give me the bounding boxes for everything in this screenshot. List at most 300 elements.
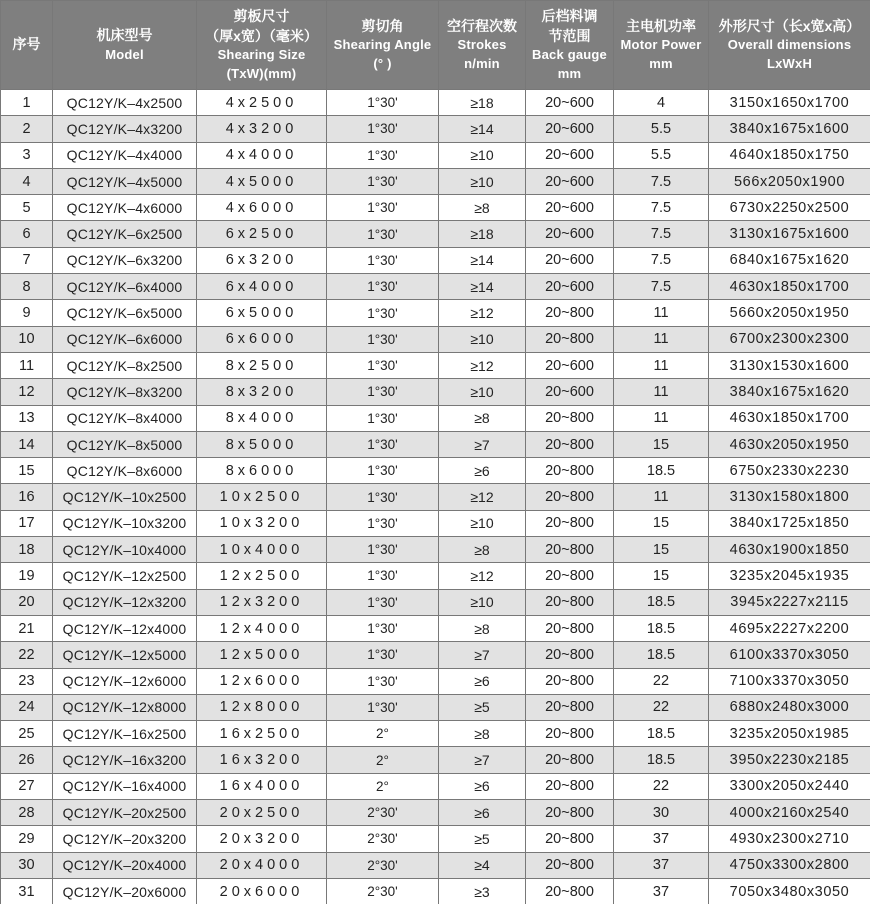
- table-row: [1, 247, 870, 273]
- back-gauge-cell: 20~600: [526, 116, 614, 142]
- motor-power-cell: 11: [614, 300, 709, 326]
- header-label: mm: [649, 55, 673, 71]
- size-cell: 6x4000: [197, 274, 327, 300]
- model-cell: QC12Y/K–10x4000: [53, 537, 197, 563]
- strokes-cell: ≥12: [439, 352, 526, 378]
- dimensions-cell: 3840x1725x1850: [709, 510, 870, 536]
- back-gauge-cell: 20~600: [526, 352, 614, 378]
- header-label: Overall dimensions: [727, 37, 852, 53]
- header-label: Back gauge: [532, 47, 607, 63]
- dimensions-cell: 7050x3480x3050: [709, 878, 870, 904]
- header-label: (TxW)(mm): [226, 65, 297, 81]
- table-row: [1, 142, 870, 168]
- strokes-cell: ≥8: [439, 721, 526, 747]
- table-row: [1, 221, 870, 247]
- strokes-cell: ≥18: [439, 90, 526, 116]
- model-cell: QC12Y/K–6x5000: [53, 300, 197, 326]
- size-cell: 4x6000: [197, 195, 327, 221]
- table-row: [1, 747, 870, 773]
- back-gauge-cell: 20~600: [526, 90, 614, 116]
- col-header-serial: [1, 1, 53, 90]
- size-cell: 12x5000: [197, 642, 327, 668]
- angle-cell: 2°30': [327, 800, 439, 826]
- no-cell: 5: [1, 195, 53, 221]
- size-cell: 4x4000: [197, 142, 327, 168]
- motor-power-cell: 18.5: [614, 721, 709, 747]
- no-cell: 6: [1, 221, 53, 247]
- motor-power-cell: 37: [614, 852, 709, 878]
- dimensions-cell: 3300x2050x2440: [709, 773, 870, 799]
- model-cell: QC12Y/K–12x5000: [53, 642, 197, 668]
- model-cell: QC12Y/K–8x3200: [53, 379, 197, 405]
- size-cell: 12x4000: [197, 615, 327, 641]
- strokes-cell: ≥10: [439, 589, 526, 615]
- dimensions-cell: 5660x2050x1950: [709, 300, 870, 326]
- angle-cell: 2°30': [327, 826, 439, 852]
- motor-power-cell: 7.5: [614, 195, 709, 221]
- angle-cell: 2°: [327, 773, 439, 799]
- motor-power-cell: 15: [614, 431, 709, 457]
- angle-cell: 1°30': [327, 668, 439, 694]
- angle-cell: 2°30': [327, 878, 439, 904]
- model-cell: QC12Y/K–20x3200: [53, 826, 197, 852]
- dimensions-cell: 4000x2160x2540: [709, 800, 870, 826]
- header-label: LxWxH: [766, 55, 813, 71]
- size-cell: 8x3200: [197, 379, 327, 405]
- dimensions-cell: 4930x2300x2710: [709, 826, 870, 852]
- motor-power-cell: 5.5: [614, 116, 709, 142]
- header-label: Shearing Angle: [333, 37, 432, 53]
- table-row: [1, 300, 870, 326]
- table-row: [1, 90, 870, 116]
- table-row: [1, 773, 870, 799]
- strokes-cell: ≥14: [439, 247, 526, 273]
- header-label: 剪切角: [361, 17, 404, 34]
- strokes-cell: ≥10: [439, 142, 526, 168]
- strokes-cell: ≥6: [439, 458, 526, 484]
- motor-power-cell: 30: [614, 800, 709, 826]
- strokes-cell: ≥5: [439, 826, 526, 852]
- strokes-cell: ≥12: [439, 484, 526, 510]
- model-cell: QC12Y/K–20x2500: [53, 800, 197, 826]
- back-gauge-cell: 20~800: [526, 800, 614, 826]
- size-cell: 20x3200: [197, 826, 327, 852]
- table-header: [1, 1, 870, 90]
- header-label: Shearing Size: [217, 47, 306, 63]
- table-row: [1, 458, 870, 484]
- no-cell: 1: [1, 90, 53, 116]
- header-label: 主电机功率: [626, 17, 696, 34]
- strokes-cell: ≥10: [439, 168, 526, 194]
- model-cell: QC12Y/K–8x6000: [53, 458, 197, 484]
- table-body: [1, 90, 870, 904]
- dimensions-cell: 3235x2050x1985: [709, 721, 870, 747]
- strokes-cell: ≥7: [439, 642, 526, 668]
- model-cell: QC12Y/K–6x4000: [53, 274, 197, 300]
- dimensions-cell: 4695x2227x2200: [709, 615, 870, 641]
- dimensions-cell: 4630x1900x1850: [709, 537, 870, 563]
- size-cell: 20x6000: [197, 878, 327, 904]
- dimensions-cell: 3130x1580x1800: [709, 484, 870, 510]
- back-gauge-cell: 20~800: [526, 747, 614, 773]
- model-cell: QC12Y/K–4x3200: [53, 116, 197, 142]
- dimensions-cell: 3950x2230x2185: [709, 747, 870, 773]
- angle-cell: 1°30': [327, 537, 439, 563]
- header-label: (° ): [373, 55, 392, 71]
- back-gauge-cell: 20~800: [526, 326, 614, 352]
- no-cell: 21: [1, 615, 53, 641]
- strokes-cell: ≥10: [439, 510, 526, 536]
- dimensions-cell: 6750x2330x2230: [709, 458, 870, 484]
- motor-power-cell: 15: [614, 537, 709, 563]
- no-cell: 14: [1, 431, 53, 457]
- table-row: [1, 484, 870, 510]
- dimensions-cell: 3840x1675x1600: [709, 116, 870, 142]
- strokes-cell: ≥8: [439, 405, 526, 431]
- model-cell: QC12Y/K–12x3200: [53, 589, 197, 615]
- motor-power-cell: 5.5: [614, 142, 709, 168]
- angle-cell: 1°30': [327, 221, 439, 247]
- back-gauge-cell: 20~800: [526, 878, 614, 904]
- motor-power-cell: 4: [614, 90, 709, 116]
- angle-cell: 2°30': [327, 852, 439, 878]
- size-cell: 4x5000: [197, 168, 327, 194]
- dimensions-cell: 4630x1850x1700: [709, 405, 870, 431]
- model-cell: QC12Y/K–16x4000: [53, 773, 197, 799]
- motor-power-cell: 18.5: [614, 615, 709, 641]
- dimensions-cell: 4630x1850x1700: [709, 274, 870, 300]
- angle-cell: 2°: [327, 747, 439, 773]
- col-header-back-gauge: [526, 1, 614, 90]
- no-cell: 22: [1, 642, 53, 668]
- back-gauge-cell: 20~800: [526, 510, 614, 536]
- table-row: [1, 274, 870, 300]
- motor-power-cell: 15: [614, 563, 709, 589]
- strokes-cell: ≥8: [439, 195, 526, 221]
- angle-cell: 1°30': [327, 247, 439, 273]
- motor-power-cell: 37: [614, 826, 709, 852]
- model-cell: QC12Y/K–6x6000: [53, 326, 197, 352]
- motor-power-cell: 18.5: [614, 589, 709, 615]
- dimensions-cell: 6880x2480x3000: [709, 694, 870, 720]
- angle-cell: 2°: [327, 721, 439, 747]
- back-gauge-cell: 20~800: [526, 431, 614, 457]
- angle-cell: 1°30': [327, 615, 439, 641]
- motor-power-cell: 7.5: [614, 168, 709, 194]
- no-cell: 2: [1, 116, 53, 142]
- size-cell: 8x6000: [197, 458, 327, 484]
- size-cell: 6x5000: [197, 300, 327, 326]
- back-gauge-cell: 20~800: [526, 484, 614, 510]
- table-row: [1, 168, 870, 194]
- back-gauge-cell: 20~800: [526, 721, 614, 747]
- no-cell: 9: [1, 300, 53, 326]
- size-cell: 10x4000: [197, 537, 327, 563]
- no-cell: 26: [1, 747, 53, 773]
- header-label: 序号: [12, 36, 41, 53]
- model-cell: QC12Y/K–12x6000: [53, 668, 197, 694]
- angle-cell: 1°30': [327, 195, 439, 221]
- motor-power-cell: 15: [614, 510, 709, 536]
- col-header-shearing-angle: [327, 1, 439, 90]
- table-row: [1, 589, 870, 615]
- no-cell: 20: [1, 589, 53, 615]
- no-cell: 16: [1, 484, 53, 510]
- no-cell: 24: [1, 694, 53, 720]
- table-row: [1, 878, 870, 904]
- strokes-cell: ≥18: [439, 221, 526, 247]
- angle-cell: 1°30': [327, 458, 439, 484]
- dimensions-cell: 6100x3370x3050: [709, 642, 870, 668]
- model-cell: QC12Y/K–16x2500: [53, 721, 197, 747]
- header-label: 剪板尺寸: [233, 7, 290, 24]
- angle-cell: 1°30': [327, 431, 439, 457]
- no-cell: 29: [1, 826, 53, 852]
- header-label: mm: [557, 65, 582, 81]
- no-cell: 18: [1, 537, 53, 563]
- size-cell: 12x2500: [197, 563, 327, 589]
- model-cell: QC12Y/K–16x3200: [53, 747, 197, 773]
- header-label: 空行程次数: [447, 17, 517, 34]
- angle-cell: 1°30': [327, 326, 439, 352]
- angle-cell: 1°30': [327, 589, 439, 615]
- table-row: [1, 826, 870, 852]
- strokes-cell: ≥6: [439, 773, 526, 799]
- model-cell: QC12Y/K–4x4000: [53, 142, 197, 168]
- dimensions-cell: 3150x1650x1700: [709, 90, 870, 116]
- size-cell: 8x5000: [197, 431, 327, 457]
- table-row: [1, 537, 870, 563]
- no-cell: 4: [1, 168, 53, 194]
- angle-cell: 1°30': [327, 642, 439, 668]
- header-label: n/min: [464, 55, 500, 71]
- no-cell: 17: [1, 510, 53, 536]
- size-cell: 10x2500: [197, 484, 327, 510]
- model-cell: QC12Y/K–10x2500: [53, 484, 197, 510]
- motor-power-cell: 11: [614, 484, 709, 510]
- strokes-cell: ≥8: [439, 537, 526, 563]
- no-cell: 3: [1, 142, 53, 168]
- dimensions-cell: 6840x1675x1620: [709, 247, 870, 273]
- strokes-cell: ≥7: [439, 747, 526, 773]
- strokes-cell: ≥12: [439, 300, 526, 326]
- model-cell: QC12Y/K–10x3200: [53, 510, 197, 536]
- dimensions-cell: 4640x1850x1750: [709, 142, 870, 168]
- header-label: Strokes: [457, 37, 507, 53]
- motor-power-cell: 11: [614, 379, 709, 405]
- col-header-dimensions: [709, 1, 870, 90]
- model-cell: QC12Y/K–6x2500: [53, 221, 197, 247]
- back-gauge-cell: 20~800: [526, 563, 614, 589]
- size-cell: 12x8000: [197, 694, 327, 720]
- angle-cell: 1°30': [327, 694, 439, 720]
- size-cell: 6x3200: [197, 247, 327, 273]
- header-label: 机床型号: [96, 26, 153, 43]
- back-gauge-cell: 20~800: [526, 589, 614, 615]
- no-cell: 8: [1, 274, 53, 300]
- model-cell: QC12Y/K–6x3200: [53, 247, 197, 273]
- table-row: [1, 195, 870, 221]
- dimensions-cell: 3235x2045x1935: [709, 563, 870, 589]
- model-cell: QC12Y/K–4x6000: [53, 195, 197, 221]
- header-label: Model: [105, 46, 144, 62]
- back-gauge-cell: 20~800: [526, 852, 614, 878]
- strokes-cell: ≥12: [439, 563, 526, 589]
- header-label: （厚x宽）（毫米）: [205, 27, 318, 44]
- no-cell: 10: [1, 326, 53, 352]
- angle-cell: 1°30': [327, 90, 439, 116]
- dimensions-cell: 4750x3300x2800: [709, 852, 870, 878]
- table-row: [1, 721, 870, 747]
- size-cell: 16x3200: [197, 747, 327, 773]
- no-cell: 30: [1, 852, 53, 878]
- table-row: [1, 563, 870, 589]
- dimensions-cell: 6730x2250x2500: [709, 195, 870, 221]
- dimensions-cell: 3130x1675x1600: [709, 221, 870, 247]
- dimensions-cell: 566x2050x1900: [709, 168, 870, 194]
- angle-cell: 1°30': [327, 510, 439, 536]
- header-label: 节范围: [548, 27, 591, 44]
- back-gauge-cell: 20~800: [526, 615, 614, 641]
- size-cell: 8x2500: [197, 352, 327, 378]
- strokes-cell: ≥14: [439, 274, 526, 300]
- size-cell: 6x6000: [197, 326, 327, 352]
- back-gauge-cell: 20~800: [526, 458, 614, 484]
- back-gauge-cell: 20~800: [526, 826, 614, 852]
- table-row: [1, 642, 870, 668]
- col-header-motor-power: [614, 1, 709, 90]
- dimensions-cell: 6700x2300x2300: [709, 326, 870, 352]
- back-gauge-cell: 20~600: [526, 142, 614, 168]
- header-row: [1, 1, 870, 90]
- no-cell: 13: [1, 405, 53, 431]
- model-cell: QC12Y/K–20x4000: [53, 852, 197, 878]
- motor-power-cell: 18.5: [614, 642, 709, 668]
- dimensions-cell: 3945x2227x2115: [709, 589, 870, 615]
- back-gauge-cell: 20~800: [526, 668, 614, 694]
- angle-cell: 1°30': [327, 168, 439, 194]
- strokes-cell: ≥4: [439, 852, 526, 878]
- model-cell: QC12Y/K–8x2500: [53, 352, 197, 378]
- table-row: [1, 668, 870, 694]
- no-cell: 25: [1, 721, 53, 747]
- strokes-cell: ≥3: [439, 878, 526, 904]
- model-cell: QC12Y/K–12x4000: [53, 615, 197, 641]
- size-cell: 16x2500: [197, 721, 327, 747]
- back-gauge-cell: 20~800: [526, 642, 614, 668]
- angle-cell: 1°30': [327, 405, 439, 431]
- no-cell: 31: [1, 878, 53, 904]
- table-row: [1, 352, 870, 378]
- motor-power-cell: 11: [614, 352, 709, 378]
- model-cell: QC12Y/K–4x5000: [53, 168, 197, 194]
- angle-cell: 1°30': [327, 563, 439, 589]
- back-gauge-cell: 20~600: [526, 168, 614, 194]
- angle-cell: 1°30': [327, 116, 439, 142]
- model-cell: QC12Y/K–12x2500: [53, 563, 197, 589]
- angle-cell: 1°30': [327, 352, 439, 378]
- motor-power-cell: 7.5: [614, 221, 709, 247]
- table-row: [1, 379, 870, 405]
- angle-cell: 1°30': [327, 300, 439, 326]
- motor-power-cell: 11: [614, 405, 709, 431]
- back-gauge-cell: 20~600: [526, 379, 614, 405]
- header-label: 后档料调: [541, 7, 598, 24]
- col-header-shearing-size: [197, 1, 327, 90]
- model-cell: QC12Y/K–8x4000: [53, 405, 197, 431]
- motor-power-cell: 7.5: [614, 247, 709, 273]
- strokes-cell: ≥6: [439, 800, 526, 826]
- size-cell: 6x2500: [197, 221, 327, 247]
- back-gauge-cell: 20~600: [526, 221, 614, 247]
- size-cell: 10x3200: [197, 510, 327, 536]
- size-cell: 12x3200: [197, 589, 327, 615]
- strokes-cell: ≥8: [439, 615, 526, 641]
- motor-power-cell: 7.5: [614, 274, 709, 300]
- size-cell: 4x2500: [197, 90, 327, 116]
- dimensions-cell: 3840x1675x1620: [709, 379, 870, 405]
- angle-cell: 1°30': [327, 484, 439, 510]
- table-row: [1, 800, 870, 826]
- no-cell: 11: [1, 352, 53, 378]
- size-cell: 12x6000: [197, 668, 327, 694]
- no-cell: 15: [1, 458, 53, 484]
- header-label: 外形尺寸（长x宽x高）: [718, 17, 861, 34]
- size-cell: 20x2500: [197, 800, 327, 826]
- table-row: [1, 326, 870, 352]
- table-row: [1, 431, 870, 457]
- back-gauge-cell: 20~600: [526, 274, 614, 300]
- model-cell: QC12Y/K–12x8000: [53, 694, 197, 720]
- motor-power-cell: 22: [614, 668, 709, 694]
- dimensions-cell: 7100x3370x3050: [709, 668, 870, 694]
- back-gauge-cell: 20~800: [526, 773, 614, 799]
- no-cell: 23: [1, 668, 53, 694]
- table-row: [1, 116, 870, 142]
- angle-cell: 1°30': [327, 274, 439, 300]
- back-gauge-cell: 20~600: [526, 247, 614, 273]
- angle-cell: 1°30': [327, 379, 439, 405]
- strokes-cell: ≥10: [439, 326, 526, 352]
- dimensions-cell: 3130x1530x1600: [709, 352, 870, 378]
- back-gauge-cell: 20~800: [526, 405, 614, 431]
- size-cell: 8x4000: [197, 405, 327, 431]
- table-row: [1, 510, 870, 536]
- strokes-cell: ≥7: [439, 431, 526, 457]
- table-row: [1, 852, 870, 878]
- motor-power-cell: 37: [614, 878, 709, 904]
- table-row: [1, 405, 870, 431]
- model-cell: QC12Y/K–4x2500: [53, 90, 197, 116]
- size-cell: 20x4000: [197, 852, 327, 878]
- motor-power-cell: 18.5: [614, 747, 709, 773]
- strokes-cell: ≥14: [439, 116, 526, 142]
- strokes-cell: ≥10: [439, 379, 526, 405]
- no-cell: 27: [1, 773, 53, 799]
- table-row: [1, 694, 870, 720]
- back-gauge-cell: 20~800: [526, 694, 614, 720]
- motor-power-cell: 22: [614, 694, 709, 720]
- size-cell: 4x3200: [197, 116, 327, 142]
- no-cell: 28: [1, 800, 53, 826]
- dimensions-cell: 4630x2050x1950: [709, 431, 870, 457]
- no-cell: 19: [1, 563, 53, 589]
- angle-cell: 1°30': [327, 142, 439, 168]
- strokes-cell: ≥5: [439, 694, 526, 720]
- motor-power-cell: 11: [614, 326, 709, 352]
- motor-power-cell: 18.5: [614, 458, 709, 484]
- back-gauge-cell: 20~800: [526, 537, 614, 563]
